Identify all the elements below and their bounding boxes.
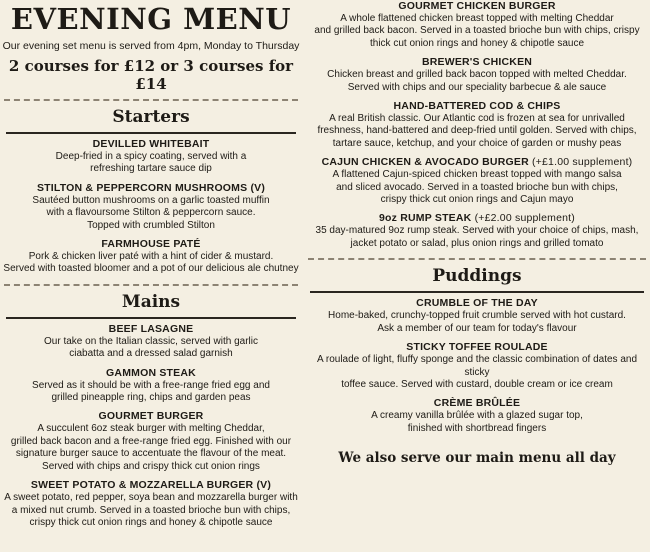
menu-item-supplement: (+£2.00 supplement) xyxy=(471,212,575,225)
menu-item-description: tartare sauce, ketchup, and your choice of garden or mushy peas xyxy=(332,137,622,149)
menu-offer: 2 courses for £12 or 3 courses for £14 xyxy=(8,57,294,93)
footer-note: We also serve our main menu all day xyxy=(338,450,616,467)
menu-item-description: Home-baked, crunchy-topped fruit crumble served with hot custard. xyxy=(328,310,626,322)
menu-item-description: thick cut onion rings and honey & chipotle sauce xyxy=(369,37,585,49)
menu-item-description: Served with chips and crispy thick cut onion rings xyxy=(42,460,260,472)
menu-item xyxy=(304,297,650,335)
menu-item-name xyxy=(0,479,302,492)
menu-item-description: Chicken breast and grilled back bacon topped with melted Cheddar. xyxy=(327,69,627,81)
menu-item-description: refreshing tartare sauce dip xyxy=(90,163,212,175)
menu-item-description: Topped with crumbled Stilton xyxy=(87,219,215,231)
section-rule xyxy=(6,317,296,319)
menu-intro: Our evening set menu is served from 4pm, Monday to Thursday xyxy=(2,40,300,52)
menu-item-description: 35 day-matured 9oz rump steak. Served with your choice of chips, mash, xyxy=(315,225,639,237)
menu-item-name xyxy=(0,138,302,151)
menu-item xyxy=(0,238,302,276)
menu-item-title: DEVILLED WHITEBAIT xyxy=(92,138,210,150)
puddings-list xyxy=(304,297,650,435)
right-column xyxy=(304,0,650,552)
menu-item xyxy=(304,341,650,391)
menu-item xyxy=(304,397,650,435)
menu-item-title: SWEET POTATO & MOZZARELLA BURGER (V) xyxy=(30,479,272,492)
menu-item-description: A flattened Cajun-spiced chicken breast topped with mango salsa xyxy=(332,169,622,181)
menu-header xyxy=(0,2,302,93)
menu-item-description: A creamy vanilla brûlée with a glazed sugar top, xyxy=(371,410,583,422)
menu-item-title: GOURMET CHICKEN BURGER xyxy=(398,0,556,12)
left-column xyxy=(0,0,302,552)
starters-title: Starters xyxy=(112,107,190,127)
menu-item-description: Deep-fried in a spicy coating, served with a xyxy=(55,151,247,162)
menu-item-description: and grilled back bacon. Served in a toasted brioche bun with chips, crispy xyxy=(314,25,640,37)
menu-item-description: a mixed nut crumb. Served in a toasted brioche bun with chips, xyxy=(11,504,291,516)
menu-item-title: GOURMET BURGER xyxy=(98,410,204,423)
menu-item-name xyxy=(304,297,650,310)
section-divider xyxy=(4,284,298,286)
menu-item-description: grilled back bacon and a free-range fried egg. Finished with our xyxy=(10,435,292,447)
menu-item-description: Pork & chicken liver paté with a hint of cider & mustard. xyxy=(28,251,274,263)
menu-item-description: grilled pineapple ring, chips and garden peas xyxy=(51,392,251,404)
menu-item xyxy=(0,138,302,176)
menu-item xyxy=(0,367,302,405)
mains-title: Mains xyxy=(121,291,181,312)
menu-item-description: toffee sauce. Served with custard, double cream or ice cream xyxy=(341,378,613,390)
menu-item-description: Served with chips and our speciality barbecue & ale sauce xyxy=(347,81,607,93)
menu-item xyxy=(0,410,302,473)
menu-item xyxy=(304,156,650,206)
menu-item-description: A real British classic. Our Atlantic cod is frozen at sea for unrivalled xyxy=(329,113,625,125)
section-divider xyxy=(308,258,646,260)
menu-item-description: and sliced avocado. Served in a toasted brioche bun with chips, xyxy=(336,181,618,193)
menu-item-description: with a flavoursome Stilton & peppercorn sauce. xyxy=(46,207,256,219)
menu-item-description: freshness, hand-battered and deep-fried until golden. Served with chips, xyxy=(317,125,637,137)
menu-item-name xyxy=(304,0,650,13)
mains-list xyxy=(0,323,302,529)
menu-item-description: Sautéed button mushrooms on a garlic toasted muffin xyxy=(32,194,270,206)
menu-item-description: crispy thick cut onion rings and Cajun mayo xyxy=(380,194,574,206)
menu-item-title: 9oz RUMP STEAK xyxy=(379,212,472,225)
menu-item xyxy=(304,100,650,150)
menu-item-title: BEEF LASAGNE xyxy=(108,322,194,335)
menu-item-description: finished with shortbread fingers xyxy=(407,422,547,434)
menu-item xyxy=(0,182,302,232)
menu-item xyxy=(304,0,650,50)
mains-continued-list xyxy=(304,0,650,250)
menu-item-name xyxy=(304,56,650,69)
menu-item-title: HAND-BATTERED COD & CHIPS xyxy=(393,100,561,113)
menu-item-description: A roulade of light, fluffy sponge and the classic combination of dates and sticky xyxy=(316,354,638,378)
menu-item-title: CAJUN CHICKEN & AVOCADO BURGER xyxy=(321,156,529,169)
menu-item-title: GAMMON STEAK xyxy=(106,366,196,379)
starters-list xyxy=(0,138,302,276)
menu-title: EVENING MENU xyxy=(10,2,292,36)
menu-item-description: ciabatta and a dressed salad garnish xyxy=(69,348,233,360)
menu-item-description: signature burger sauce to accentuate the flavour of the meat. xyxy=(15,448,287,460)
menu-item-title: STICKY TOFFEE ROULADE xyxy=(406,341,548,354)
menu-item-name xyxy=(304,397,650,410)
menu-item-description: Our take on the Italian classic, served with garlic xyxy=(44,335,258,347)
menu-item-description: Ask a member of our team for today's flavour xyxy=(377,322,577,334)
menu-item-description: jacket potato or salad, plus onion rings and grilled tomato xyxy=(350,237,604,249)
menu-item-description: Served as it should be with a free-range fried egg and xyxy=(32,379,270,391)
menu-item-name xyxy=(0,238,302,251)
menu-item-title: STILTON & PEPPERCORN MUSHROOMS (V) xyxy=(36,181,266,194)
menu-item-name xyxy=(304,100,650,113)
menu-item xyxy=(0,479,302,529)
menu-item-description: A sweet potato, red pepper, soya bean and mozzarella burger with xyxy=(4,492,298,504)
menu-item-title: BREWER'S CHICKEN xyxy=(421,56,533,69)
menu-item-name xyxy=(304,212,650,225)
menu-item-description: A whole flattened chicken breast topped with melting Cheddar xyxy=(340,13,614,24)
menu-item xyxy=(304,212,650,250)
menu-item-name xyxy=(0,367,302,380)
menu-item-name xyxy=(0,410,302,423)
menu-item-title: FARMHOUSE PATÉ xyxy=(101,238,201,251)
menu-item-supplement: (+£1.00 supplement) xyxy=(528,156,633,169)
menu-item-title: CRUMBLE OF THE DAY xyxy=(416,297,538,310)
section-rule xyxy=(310,291,644,293)
section-rule xyxy=(6,132,296,134)
section-divider xyxy=(4,99,298,101)
menu-item-name xyxy=(0,323,302,336)
menu-item-name xyxy=(304,341,650,354)
menu-item-description: Served with toasted bloomer and a pot of our delicious ale chutney xyxy=(3,263,299,275)
puddings-title: Puddings xyxy=(432,266,522,287)
menu-item-name xyxy=(0,182,302,195)
menu-item-name xyxy=(304,156,650,169)
menu-item-title: CRÈME BRÛLÉE xyxy=(433,397,521,410)
menu-item xyxy=(0,323,302,361)
menu-item-description: A succulent 6oz steak burger with melting Cheddar, xyxy=(37,423,265,435)
menu-item xyxy=(304,56,650,94)
menu-item-description: crispy thick cut onion rings and honey & chipotle sauce xyxy=(29,516,273,528)
